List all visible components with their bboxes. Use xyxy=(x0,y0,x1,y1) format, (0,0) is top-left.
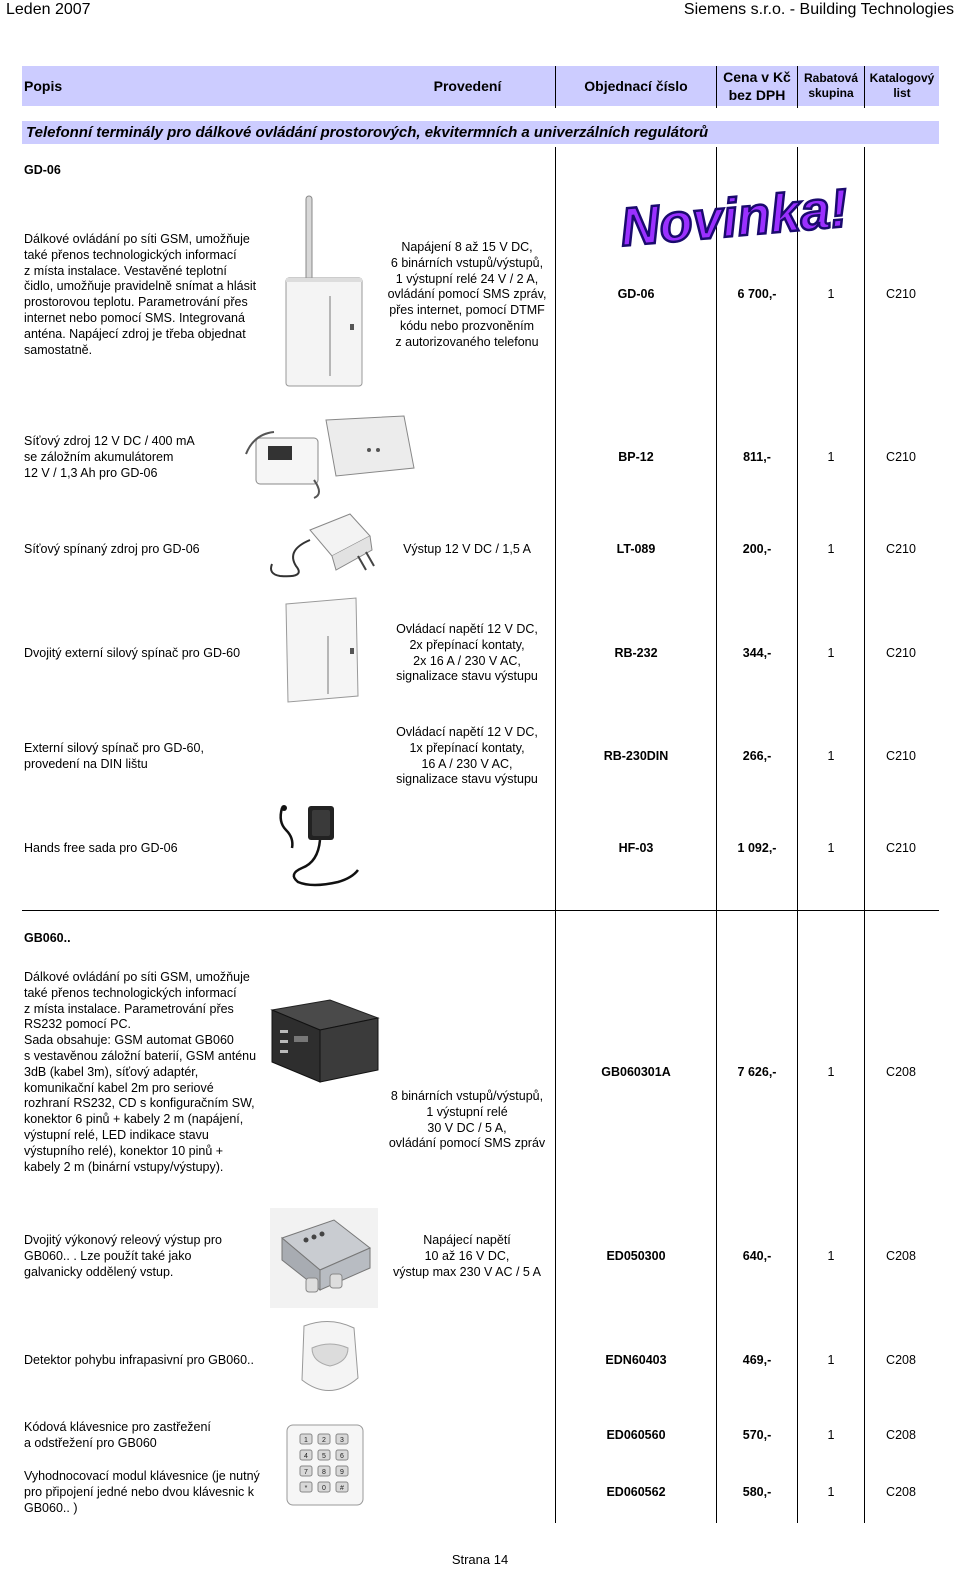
keypad-key: 9 xyxy=(340,1469,344,1476)
description-line: prostorovou teplotu. Parametrování přes xyxy=(24,295,248,310)
catalog-sheet: C208 xyxy=(886,1249,916,1263)
catalog-sheet: C210 xyxy=(886,646,916,660)
keypad-key: # xyxy=(340,1485,344,1492)
order-code: ED060560 xyxy=(606,1428,666,1442)
catalog-sheet: C208 xyxy=(886,1353,916,1367)
description-line: Vyhodnocovací modul klávesnice (je nutný xyxy=(24,1469,260,1483)
order-code: ED060562 xyxy=(606,1485,666,1499)
keypad-key: 1 xyxy=(304,1437,308,1444)
price: 469,- xyxy=(742,1353,772,1367)
specification-line: Ovládací napětí 12 V DC, xyxy=(396,725,538,739)
order-code: RB-232 xyxy=(614,646,658,660)
discount-group: 1 xyxy=(827,1353,835,1367)
description-line: Dvojitý externí silový spínač pro GD-60 xyxy=(24,646,241,660)
row-description xyxy=(24,1469,260,1516)
specification-line: 1 výstupní relé xyxy=(426,1104,508,1119)
description-line: se záložním akumulátorem xyxy=(24,449,174,464)
description-line: galvanicky oddělený vstup. xyxy=(24,1264,174,1279)
catalog-sheet: C210 xyxy=(886,542,916,556)
col-header-cena xyxy=(717,66,797,106)
description-line: výstupního relé), konektor 10 pinů + xyxy=(24,1143,224,1158)
col-header-provedeni: Provedení xyxy=(433,78,502,94)
row-specification xyxy=(389,1089,545,1152)
description-line: rozhraní RS232, CD s konfiguračním SW, xyxy=(24,1096,255,1111)
new-product-badge xyxy=(617,176,851,258)
switching-adapter-image xyxy=(266,510,382,582)
description-line: čidlo, umožňuje pravidelně snímat a hlásit xyxy=(24,279,257,294)
keypad-key: 8 xyxy=(322,1469,326,1476)
dual-relay-switch-image xyxy=(282,598,362,704)
row-specification xyxy=(388,240,547,351)
column-divider xyxy=(797,147,798,1523)
row-description xyxy=(24,1353,254,1369)
row-description xyxy=(24,434,195,481)
column-divider xyxy=(555,66,556,108)
description-line: a odstřežení pro GB060 xyxy=(24,1435,157,1450)
catalog-sheet: C210 xyxy=(886,841,916,855)
order-code: GD-06 xyxy=(617,287,655,301)
description-line: Síťový spínaný zdroj pro GD-06 xyxy=(24,542,200,556)
page-header-date: Leden 2007 xyxy=(6,1,91,18)
specification-line: ovládání pomocí SMS zpráv xyxy=(388,1136,546,1151)
discount-group: 1 xyxy=(827,1428,835,1442)
specification-line: 16 A / 230 V AC, xyxy=(421,756,513,771)
row-description xyxy=(24,841,178,857)
price: 200,- xyxy=(742,542,772,556)
page-number: Strana 14 xyxy=(451,1552,509,1567)
row-description xyxy=(24,232,256,358)
order-code: BP-12 xyxy=(618,450,654,464)
specification-line: 10 až 16 V DC, xyxy=(424,1248,510,1263)
keypad-key: * xyxy=(304,1485,308,1492)
catalog-sheet: C210 xyxy=(886,450,916,464)
section-title: Telefonní terminály pro dálkové ovládání prostorových, ekvitermních a univerzálních regulátorů xyxy=(26,124,709,141)
description-line: pro připojení jedné nebo dvou klávesnic k xyxy=(24,1484,255,1499)
order-code: GB060301A xyxy=(601,1065,671,1079)
description-line: kabely 2 m (binární vstupy/výstupy). xyxy=(24,1159,224,1174)
gb060-device-image xyxy=(270,1000,380,1084)
specification-line: 2x 16 A / 230 V AC, xyxy=(413,653,521,668)
col-header-rabat-line1: Rabatová xyxy=(803,71,859,85)
gd06-device-image xyxy=(280,196,370,388)
description-line: Dálkové ovládání po síti GSM, umožňuje xyxy=(24,232,250,246)
discount-group: 1 xyxy=(827,646,835,660)
relay-output-module-image xyxy=(270,1208,378,1308)
col-header-rabat-line2: skupina xyxy=(808,86,854,100)
specification-line: signalizace stavu výstupu xyxy=(396,772,538,787)
price: 7 626,- xyxy=(737,1065,777,1079)
order-code: RB-230DIN xyxy=(603,749,669,763)
description-line: provedení na DIN lištu xyxy=(24,756,148,771)
description-line: Sada obsahuje: GSM automat GB060 xyxy=(24,1033,234,1048)
price: 266,- xyxy=(742,749,772,763)
specification-line: 8 binárních vstupů/výstupů, xyxy=(390,1089,544,1103)
column-divider xyxy=(716,147,717,1523)
col-header-katalog-line1: Katalogový xyxy=(869,71,935,85)
description-line: konektor 6 pinů + kabely 2 m (napájení, xyxy=(24,1112,244,1127)
row-description xyxy=(24,542,200,558)
specification-line: z autorizovaného telefonu xyxy=(395,334,539,349)
discount-group: 1 xyxy=(827,542,835,556)
group-label-gd06: GD-06 xyxy=(24,163,61,177)
catalog-sheet: C208 xyxy=(886,1428,916,1442)
description-line: z místa instalace. Vestavěné teplotní xyxy=(24,263,227,278)
keypad-key: 7 xyxy=(304,1469,308,1476)
description-line: Detektor pohybu infrapasivní pro GB060.. xyxy=(24,1353,254,1367)
col-header-objednaci: Objednací číslo xyxy=(584,78,688,94)
row-description xyxy=(24,646,240,662)
catalog-sheet: C208 xyxy=(886,1485,916,1499)
description-line: také přenos technologických informací xyxy=(24,985,237,1000)
specification-line: 1x přepínací kontaty, xyxy=(409,740,525,755)
price: 580,- xyxy=(742,1485,772,1499)
specification-line: 30 V DC / 5 A, xyxy=(427,1120,507,1135)
row-description xyxy=(24,1233,222,1280)
column-divider xyxy=(864,147,865,1523)
description-line: také přenos technologických informací xyxy=(24,247,237,262)
specification-line: výstup max 230 V AC / 5 A xyxy=(393,1264,541,1279)
discount-group: 1 xyxy=(827,1485,835,1499)
group-label-gb060: GB060.. xyxy=(24,931,71,945)
discount-group: 1 xyxy=(827,841,835,855)
price: 1 092,- xyxy=(737,841,777,855)
col-header-cena-line1: Cena v Kč xyxy=(723,69,791,85)
row-description xyxy=(24,970,256,1175)
specification-line: Napájecí napětí xyxy=(423,1233,511,1247)
description-line: GB060.. . Lze použít také jako xyxy=(24,1248,192,1263)
discount-group: 1 xyxy=(827,1065,835,1079)
group-separator xyxy=(22,910,939,911)
discount-group: 1 xyxy=(827,749,835,763)
row-description xyxy=(24,741,204,773)
price: 6 700,- xyxy=(737,287,777,301)
power-supply-battery-image xyxy=(244,414,416,498)
description-line: Hands free sada pro GD-06 xyxy=(24,841,178,855)
catalog-sheet: C210 xyxy=(886,287,916,301)
order-code: EDN60403 xyxy=(605,1353,667,1367)
description-line: Dálkové ovládání po síti GSM, umožňuje xyxy=(24,970,250,984)
description-line: samostatně. xyxy=(24,342,93,357)
column-divider xyxy=(555,147,556,1523)
code-keypad-image xyxy=(286,1424,366,1508)
hands-free-kit-image xyxy=(272,802,364,890)
description-line: Kódová klávesnice pro zastřežení xyxy=(24,1420,211,1434)
keypad-key: 3 xyxy=(340,1437,344,1444)
price: 640,- xyxy=(742,1249,772,1263)
description-line: Externí silový spínač pro GD-60, xyxy=(24,741,204,755)
column-divider xyxy=(797,66,798,108)
description-line: komunikační kabel 2m pro seriové xyxy=(24,1080,214,1095)
description-line: Dvojitý výkonový releový výstup pro xyxy=(24,1233,222,1247)
description-line: 3dB (kabel 3m), síťový adaptér, xyxy=(24,1064,199,1079)
specification-line: 6 binárních vstupů/výstupů, xyxy=(390,255,544,270)
specification-line: 2x přepínací kontaty, xyxy=(409,637,525,652)
col-header-cena-line2: bez DPH xyxy=(728,87,786,103)
discount-group: 1 xyxy=(827,450,835,464)
row-specification xyxy=(403,542,531,558)
description-line: výstupní relé, LED indikace stavu xyxy=(24,1127,209,1142)
motion-detector-image xyxy=(296,1318,362,1400)
column-divider xyxy=(864,66,865,108)
specification-line: Ovládací napětí 12 V DC, xyxy=(396,622,538,636)
order-code: ED050300 xyxy=(606,1249,666,1263)
catalog-sheet: C208 xyxy=(886,1065,916,1079)
specification-line: kódu nebo prozvoněním xyxy=(399,318,535,333)
row-specification xyxy=(393,1233,541,1280)
discount-group: 1 xyxy=(827,287,835,301)
keypad-key: 0 xyxy=(322,1485,326,1492)
specification-line: Napájení 8 až 15 V DC, xyxy=(401,240,533,254)
description-line: GB060.. ) xyxy=(24,1500,78,1515)
price: 570,- xyxy=(742,1428,772,1442)
row-specification xyxy=(396,725,538,788)
col-header-popis: Popis xyxy=(24,78,63,94)
order-code: HF-03 xyxy=(618,841,654,855)
price: 344,- xyxy=(742,646,772,660)
col-header-katalog-line2: list xyxy=(893,86,911,100)
price: 811,- xyxy=(743,450,771,464)
keypad-key: 6 xyxy=(340,1453,344,1460)
row-specification xyxy=(396,622,538,685)
page-header-company: Siemens s.r.o. - Building Technologies xyxy=(683,1,954,18)
catalog-sheet: C210 xyxy=(886,749,916,763)
specification-line: Výstup 12 V DC / 1,5 A xyxy=(403,542,531,556)
specification-line: 1 výstupní relé 24 V / 2 A, xyxy=(395,271,539,286)
order-code: LT-089 xyxy=(616,542,656,556)
description-line: z místa instalace. Parametrování přes xyxy=(24,1001,234,1016)
discount-group: 1 xyxy=(827,1249,835,1263)
keypad-key: 5 xyxy=(322,1453,326,1460)
new-product-badge-text: Novinka! xyxy=(617,178,851,258)
column-divider xyxy=(716,66,717,108)
col-header-rabat xyxy=(798,66,864,106)
description-line: RS232 pomocí PC. xyxy=(24,1017,131,1032)
description-line: anténa. Napájecí zdroj je třeba objednat xyxy=(24,326,246,341)
description-line: s vestavěnou záložní baterií, GSM anténu xyxy=(24,1048,257,1063)
keypad-key: 4 xyxy=(304,1453,308,1460)
specification-line: ovládání pomocí SMS zpráv, xyxy=(387,287,547,302)
specification-line: přes internet, pomocí DTMF xyxy=(389,303,545,318)
keypad-key: 2 xyxy=(322,1437,326,1444)
col-header-katalog xyxy=(865,66,939,106)
row-description xyxy=(24,1420,211,1452)
description-line: Síťový zdroj 12 V DC / 400 mA xyxy=(24,434,195,448)
specification-line: signalizace stavu výstupu xyxy=(396,669,538,684)
description-line: 12 V / 1,3 Ah pro GD-06 xyxy=(24,465,158,480)
description-line: internet nebo pomocí SMS. Integrovaná xyxy=(24,310,245,325)
